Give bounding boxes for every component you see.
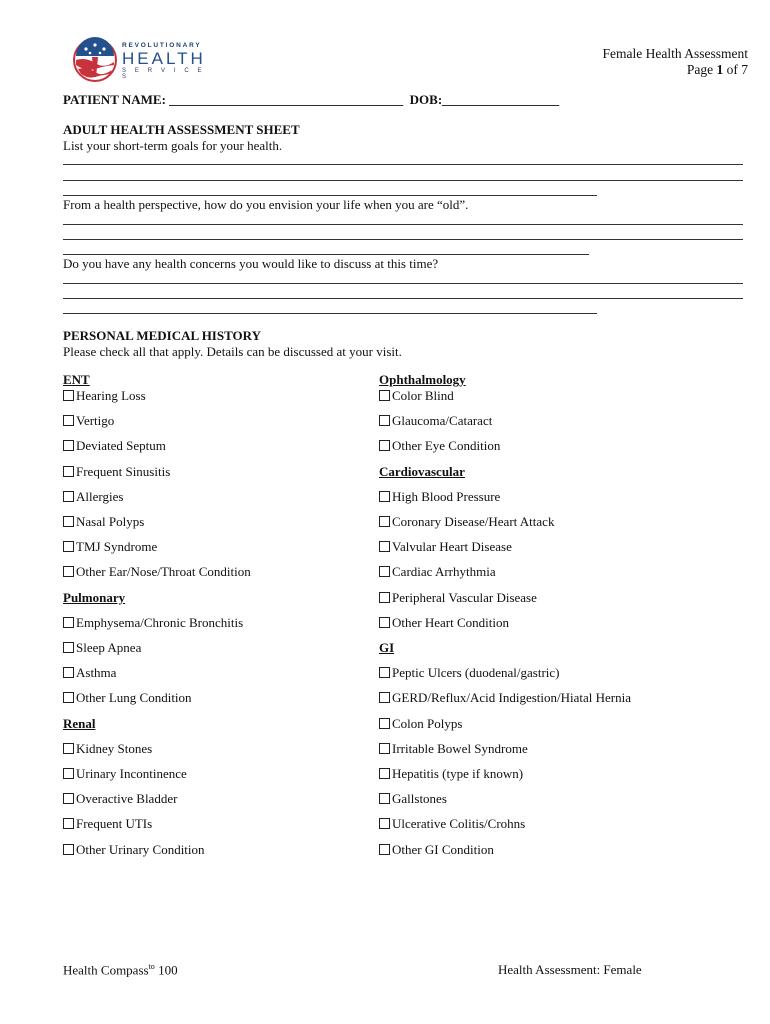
checkbox-item-vertigo[interactable] — [63, 413, 114, 429]
checkbox-label: Frequent UTIs — [76, 816, 153, 832]
checkbox-item-sleep-apnea[interactable] — [63, 640, 141, 656]
checkbox-label: Ulcerative Colitis/Crohns — [392, 816, 526, 832]
section-heading-pulmonary: Pulmonary — [63, 589, 126, 605]
checkbox-label: Other Eye Condition — [392, 438, 501, 454]
checkbox-item-peripheral-vascular-disease[interactable] — [379, 590, 537, 606]
checkbox-item-hepatitis-type-if-known[interactable] — [379, 766, 523, 782]
logo-text-services: S E R V I C E S — [122, 68, 206, 80]
checkbox-icon[interactable] — [63, 818, 74, 829]
checkbox-label: Nasal Polyps — [76, 514, 145, 529]
checkbox-item-peptic-ulcers-duodenal-gastric[interactable] — [379, 665, 560, 681]
checkbox-label: Urinary Incontinence — [76, 766, 187, 781]
checkbox-item-urinary-incontinence[interactable] — [63, 766, 187, 782]
checkbox-icon[interactable] — [379, 617, 390, 628]
page-indicator — [603, 62, 748, 78]
checkbox-item-other-ear-nose-throat-condition[interactable] — [63, 564, 251, 580]
question-envision-old: From a health perspective, how do you envision your life when you are “old”. — [63, 197, 469, 212]
answer-line-envision-3[interactable] — [63, 254, 589, 255]
question-health-concerns: Do you have any health concerns you would like to discuss at this time? — [63, 256, 439, 271]
checkbox-icon[interactable] — [379, 768, 390, 779]
dob-field[interactable]: __________________ — [442, 92, 560, 107]
checkbox-item-hearing-loss[interactable] — [63, 388, 146, 404]
footer-left — [63, 962, 178, 978]
answer-line-concerns-3[interactable] — [63, 313, 597, 314]
checkbox-label: GERD/Reflux/Acid Indigestion/Hiatal Hernia — [392, 690, 632, 706]
organization-logo — [72, 36, 212, 84]
checkbox-icon[interactable] — [63, 390, 74, 401]
section-heading-cardiovascular: Cardiovascular — [379, 463, 465, 479]
checkbox-icon[interactable] — [63, 793, 74, 804]
checkbox-item-glaucoma-cataract[interactable] — [379, 413, 492, 429]
checkbox-icon[interactable] — [379, 516, 390, 527]
checkbox-item-tmj-syndrome[interactable] — [63, 539, 157, 555]
checkbox-icon[interactable] — [379, 566, 390, 577]
patient-info-line — [63, 92, 559, 108]
checkbox-label: Other GI Condition — [392, 841, 494, 857]
checkbox-icon[interactable] — [63, 844, 74, 855]
section-heading-ent: ENT — [63, 372, 90, 387]
checkbox-icon[interactable] — [379, 667, 390, 678]
checkbox-label: Sleep Apnea — [76, 640, 142, 655]
checkbox-label: Deviated Septum — [76, 438, 166, 454]
checkbox-item-other-urinary-condition[interactable] — [63, 842, 205, 858]
checkbox-label: TMJ Syndrome — [76, 539, 158, 555]
checkbox-item-coronary-disease-heart-attack[interactable] — [379, 514, 554, 530]
checkbox-icon[interactable] — [379, 793, 390, 804]
logo-emblem-icon — [72, 37, 118, 83]
checkbox-item-deviated-septum[interactable] — [63, 438, 166, 454]
checkbox-label: Frequent Sinusitis — [76, 463, 171, 479]
checkbox-icon[interactable] — [63, 466, 74, 477]
checkbox-icon[interactable] — [63, 491, 74, 502]
checkbox-item-overactive-bladder[interactable] — [63, 791, 177, 807]
checkbox-label: Allergies — [76, 488, 124, 504]
medical-history-title: PERSONAL MEDICAL HISTORY — [63, 328, 261, 343]
checkbox-item-valvular-heart-disease[interactable] — [379, 539, 512, 555]
checkbox-icon[interactable] — [63, 692, 74, 703]
checkbox-item-color-blind[interactable] — [379, 388, 454, 404]
checkbox-item-kidney-stones[interactable] — [63, 741, 152, 757]
checkbox-icon[interactable] — [63, 415, 74, 426]
checkbox-label: Hearing Loss — [76, 388, 146, 403]
checkbox-item-colon-polyps[interactable] — [379, 716, 462, 732]
checkbox-icon[interactable] — [379, 440, 390, 451]
checkbox-label: Cardiac Arrhythmia — [392, 564, 496, 580]
checkbox-icon[interactable] — [63, 440, 74, 451]
document-title: Female Health Assessment — [602, 46, 748, 61]
checkbox-icon[interactable] — [63, 642, 74, 653]
checkbox-icon[interactable] — [379, 592, 390, 603]
checkbox-item-frequent-sinusitis[interactable] — [63, 464, 170, 480]
checkbox-item-gallstones[interactable] — [379, 791, 447, 807]
checkbox-icon[interactable] — [379, 692, 390, 703]
patient-name-label: PATIENT NAME: — [63, 92, 166, 107]
checkbox-item-emphysema-chronic-bronchitis[interactable] — [63, 615, 243, 631]
checkbox-label: High Blood Pressure — [392, 488, 501, 504]
checkbox-label: Glaucoma/Cataract — [392, 413, 493, 429]
checkbox-icon[interactable] — [379, 844, 390, 855]
medical-history-instruction: Please check all that apply. Details can be discussed at your visit. — [63, 344, 402, 359]
page-of: of — [726, 62, 738, 77]
answer-line-goals-1[interactable] — [63, 164, 743, 165]
checkbox-item-other-heart-condition[interactable] — [379, 615, 509, 631]
footer-brand-sup: to — [148, 962, 155, 971]
checkbox-item-frequent-utis[interactable] — [63, 816, 152, 832]
section-heading-ophthalmology: Ophthalmology — [379, 372, 466, 387]
checkbox-label: Other Urinary Condition — [76, 841, 205, 857]
checkbox-label: Other Lung Condition — [76, 690, 192, 706]
checkbox-item-irritable-bowel-syndrome[interactable] — [379, 741, 528, 757]
checkbox-item-other-gi-condition[interactable] — [379, 842, 494, 858]
checkbox-icon[interactable] — [63, 566, 74, 577]
checkbox-item-nasal-polyps[interactable] — [63, 514, 144, 530]
page-number: 1 — [716, 62, 724, 77]
checkbox-icon[interactable] — [63, 743, 74, 754]
checkbox-icon[interactable] — [379, 415, 390, 426]
page-header — [603, 46, 748, 78]
question-short-term-goals: List your short-term goals for your health. — [63, 138, 283, 153]
checkbox-label: Gallstones — [392, 791, 447, 807]
section-heading-gi: GI — [379, 640, 395, 655]
checkbox-label: Hepatitis (type if known) — [392, 766, 524, 781]
checkbox-icon[interactable] — [63, 516, 74, 527]
checkbox-icon[interactable] — [379, 390, 390, 401]
checkbox-item-cardiac-arrhythmia[interactable] — [379, 564, 496, 580]
answer-line-envision-1[interactable] — [63, 224, 743, 225]
checkbox-icon[interactable] — [63, 768, 74, 779]
checkbox-item-ulcerative-colitis-crohns[interactable] — [379, 816, 525, 832]
checkbox-item-gerd-reflux-acid-indigestion-hiatal-hernia[interactable] — [379, 690, 631, 706]
checkbox-icon[interactable] — [379, 818, 390, 829]
checkbox-icon[interactable] — [63, 617, 74, 628]
section-heading-renal: Renal — [63, 715, 96, 731]
answer-line-goals-2[interactable] — [63, 180, 743, 181]
checkbox-label: Overactive Bladder — [76, 791, 178, 807]
footer-brand: Health Compass — [63, 962, 149, 978]
checkbox-label: Other Heart Condition — [392, 614, 509, 630]
logo-text-revolutionary: REVOLUTIONARY — [122, 42, 202, 49]
checkbox-label: Peptic Ulcers (duodenal/gastric) — [392, 665, 560, 681]
checkbox-icon[interactable] — [63, 667, 74, 678]
checkbox-label: Coronary Disease/Heart Attack — [392, 514, 555, 529]
answer-line-goals-3[interactable] — [63, 195, 597, 196]
checkbox-label: Valvular Heart Disease — [392, 539, 512, 555]
checkbox-label: Colon Polyps — [392, 715, 463, 731]
checkbox-icon[interactable] — [379, 718, 390, 729]
answer-line-envision-2[interactable] — [63, 239, 743, 240]
checkbox-item-allergies[interactable] — [63, 489, 123, 505]
checkbox-item-asthma[interactable] — [63, 665, 116, 681]
checkbox-item-high-blood-pressure[interactable] — [379, 489, 500, 505]
checkbox-icon[interactable] — [379, 491, 390, 502]
dob-label: DOB: — [409, 92, 443, 107]
logo-text-health: HEALTH — [122, 49, 206, 68]
checkbox-icon[interactable] — [379, 541, 390, 552]
checkbox-icon[interactable] — [63, 541, 74, 552]
footer-brand-number: 100 — [158, 962, 178, 978]
answer-line-concerns-1[interactable] — [63, 283, 743, 284]
checkbox-label: Other Ear/Nose/Throat Condition — [76, 564, 251, 580]
footer-right: Health Assessment: Female — [498, 962, 642, 977]
checkbox-icon[interactable] — [379, 743, 390, 754]
checkbox-label: Kidney Stones — [76, 740, 153, 756]
checkbox-label: Color Blind — [392, 388, 454, 403]
checkbox-label: Peripheral Vascular Disease — [392, 589, 537, 605]
patient-name-field[interactable]: ____________________________________ — [169, 92, 404, 107]
page-total: 7 — [741, 62, 748, 77]
checkbox-label: Asthma — [76, 665, 117, 681]
checkbox-label: Vertigo — [76, 413, 115, 429]
checkbox-label: Emphysema/Chronic Bronchitis — [76, 614, 244, 630]
checkbox-item-other-eye-condition[interactable] — [379, 438, 500, 454]
checkbox-label: Irritable Bowel Syndrome — [392, 740, 528, 756]
checkbox-item-other-lung-condition[interactable] — [63, 690, 192, 706]
answer-line-concerns-2[interactable] — [63, 298, 743, 299]
assessment-title: ADULT HEALTH ASSESSMENT SHEET — [63, 122, 300, 137]
page-prefix: Page — [686, 62, 714, 77]
